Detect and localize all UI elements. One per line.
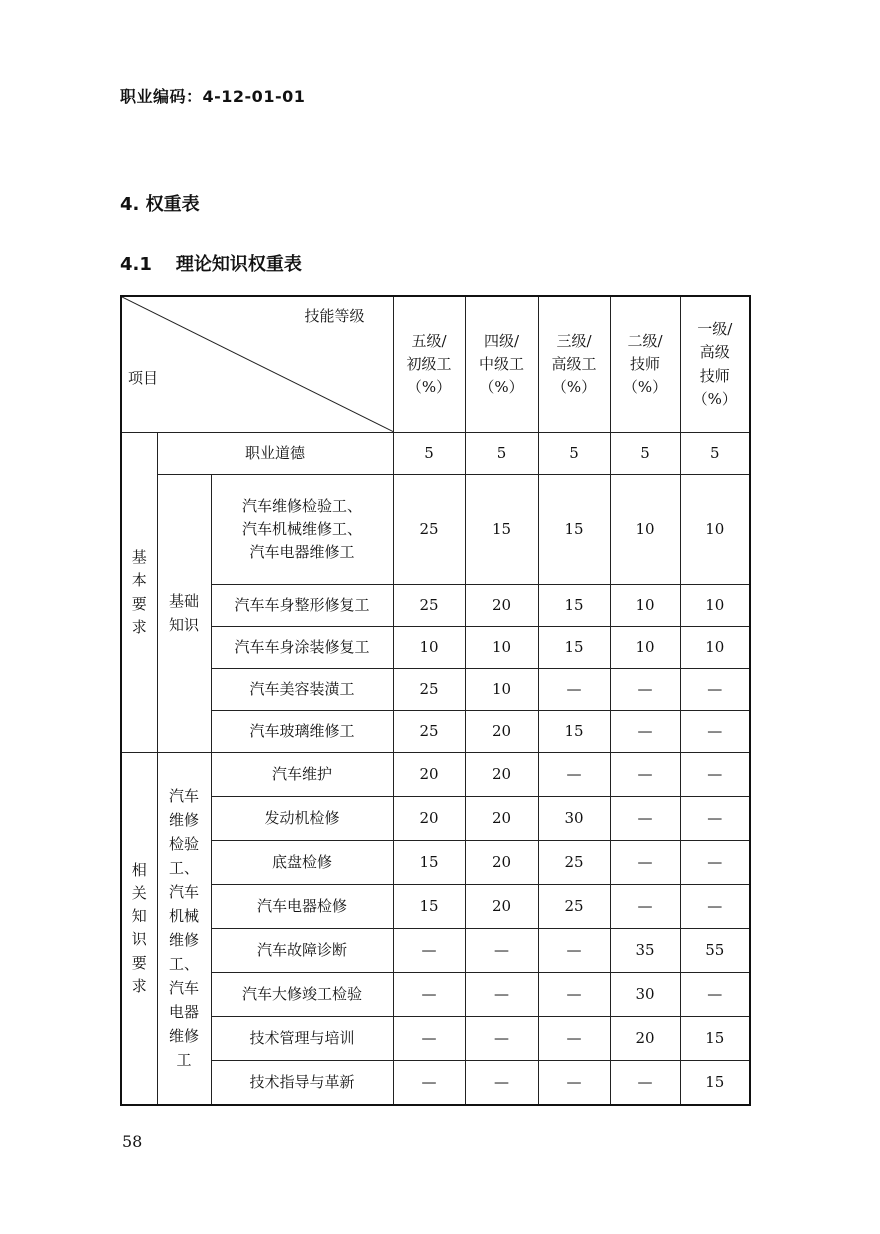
table-cell: 5 — [680, 433, 750, 475]
table-cell: 25 — [393, 475, 465, 585]
table-cell: 20 — [465, 753, 538, 797]
table-cell: 20 — [465, 711, 538, 753]
level-header-5: 五级/ 初级工 （%） — [393, 296, 465, 433]
table-cell: 15 — [538, 475, 610, 585]
level-header-3: 三级/ 高级工 （%） — [538, 296, 610, 433]
page-number: 58 — [122, 1132, 143, 1151]
table-row — [121, 753, 750, 797]
table-cell: 20 — [610, 1017, 680, 1061]
row-label: 职业道德 — [157, 433, 393, 475]
level-header-2: 二级/ 技师 （%） — [610, 296, 680, 433]
level-header-1: 一级/ 高级 技师 （%） — [680, 296, 750, 433]
header-row — [121, 296, 750, 433]
foundation-knowledge-cell: 基础知识 — [157, 475, 211, 753]
table-cell: 35 — [610, 929, 680, 973]
row-label: 汽车维护 — [211, 753, 393, 797]
table-cell: 10 — [680, 475, 750, 585]
table-cell: 55 — [680, 929, 750, 973]
table-cell: 20 — [465, 585, 538, 627]
table-cell: — — [680, 797, 750, 841]
table-row — [121, 973, 750, 1017]
table-cell: 10 — [610, 627, 680, 669]
table-cell: — — [680, 753, 750, 797]
table-cell: 10 — [680, 627, 750, 669]
table-cell: — — [610, 669, 680, 711]
row-label: 汽车维修检验工、 汽车机械维修工、 汽车电器维修工 — [211, 475, 393, 585]
table-cell: — — [680, 973, 750, 1017]
table-cell: — — [610, 797, 680, 841]
table-cell: — — [538, 1061, 610, 1105]
table-cell: — — [680, 885, 750, 929]
table-cell: 25 — [393, 669, 465, 711]
table-cell: 5 — [538, 433, 610, 475]
occupation-code: 职业编码：4-12-01-01 — [120, 87, 306, 106]
row-label: 发动机检修 — [211, 797, 393, 841]
row-label: 汽车玻璃维修工 — [211, 711, 393, 753]
table-cell: 5 — [610, 433, 680, 475]
table-cell: 20 — [393, 753, 465, 797]
table-cell: 15 — [393, 841, 465, 885]
table-cell: 30 — [538, 797, 610, 841]
weight-table — [120, 295, 751, 1106]
table-cell: 15 — [393, 885, 465, 929]
table-cell: 25 — [538, 885, 610, 929]
table-cell: 15 — [465, 475, 538, 585]
row-label: 汽车大修竣工检验 — [211, 973, 393, 1017]
table-cell: — — [610, 1061, 680, 1105]
table-cell: 25 — [393, 585, 465, 627]
table-cell: — — [538, 973, 610, 1017]
table-cell: 5 — [393, 433, 465, 475]
table-cell: 25 — [538, 841, 610, 885]
table-row — [121, 841, 750, 885]
table-cell: 10 — [610, 475, 680, 585]
table-row — [121, 627, 750, 669]
table-cell: — — [393, 973, 465, 1017]
table-cell: 5 — [465, 433, 538, 475]
corner-header-cell — [121, 296, 393, 433]
row-label: 汽车车身整形修复工 — [211, 585, 393, 627]
table-cell: 15 — [680, 1061, 750, 1105]
table-cell: — — [610, 885, 680, 929]
table-row — [121, 433, 750, 475]
table-cell: — — [465, 973, 538, 1017]
table-cell: 10 — [610, 585, 680, 627]
subsection-number: 4.1 — [120, 254, 152, 275]
row-label: 汽车美容装潢工 — [211, 669, 393, 711]
table-row — [121, 1061, 750, 1105]
table-row — [121, 1017, 750, 1061]
row-label: 技术指导与革新 — [211, 1061, 393, 1105]
table-cell: — — [680, 669, 750, 711]
table-cell: 10 — [393, 627, 465, 669]
level-header-4: 四级/ 中级工 （%） — [465, 296, 538, 433]
table-row — [121, 885, 750, 929]
table-cell: 10 — [465, 627, 538, 669]
basic-requirements-cell: 基本要求 — [121, 433, 157, 753]
related-knowledge-cell: 相关知识要求 — [121, 753, 157, 1105]
table-cell: — — [393, 1061, 465, 1105]
table-cell: 15 — [680, 1017, 750, 1061]
section-title: 4. 权重表 — [120, 194, 200, 215]
row-label: 底盘检修 — [211, 841, 393, 885]
row-label: 技术管理与培训 — [211, 1017, 393, 1061]
table-cell: — — [610, 753, 680, 797]
related-subgroup-cell: 汽车维修检验工、汽车机械维修工、汽车电器维修工 — [157, 753, 211, 1105]
row-label: 汽车车身涂装修复工 — [211, 627, 393, 669]
table-row — [121, 585, 750, 627]
table-row — [121, 475, 750, 585]
corner-skill-level-label: 技能等级 — [304, 307, 365, 325]
table-row — [121, 669, 750, 711]
table-cell: 20 — [393, 797, 465, 841]
row-label: 汽车电器检修 — [211, 885, 393, 929]
table-cell: — — [393, 929, 465, 973]
table-cell: — — [393, 1017, 465, 1061]
table-cell: — — [680, 711, 750, 753]
subsection-title — [120, 250, 302, 276]
table-cell: 20 — [465, 841, 538, 885]
table-cell: 20 — [465, 885, 538, 929]
row-label: 汽车故障诊断 — [211, 929, 393, 973]
table-cell: 10 — [680, 585, 750, 627]
table-row — [121, 929, 750, 973]
table-cell: 30 — [610, 973, 680, 1017]
table-cell: 15 — [538, 627, 610, 669]
table-row — [121, 797, 750, 841]
table-row — [121, 711, 750, 753]
table-cell: — — [610, 841, 680, 885]
table-cell: — — [465, 1061, 538, 1105]
subsection-text: 理论知识权重表 — [175, 254, 302, 275]
table-cell: 10 — [465, 669, 538, 711]
table-cell: — — [680, 841, 750, 885]
table-cell: — — [538, 1017, 610, 1061]
table-cell: — — [538, 753, 610, 797]
table-cell: 15 — [538, 711, 610, 753]
table-cell: 15 — [538, 585, 610, 627]
table-cell: — — [538, 929, 610, 973]
table-cell: — — [465, 929, 538, 973]
table-cell: — — [610, 711, 680, 753]
table-cell: — — [538, 669, 610, 711]
table-cell: — — [465, 1017, 538, 1061]
table-cell: 20 — [465, 797, 538, 841]
table-cell: 25 — [393, 711, 465, 753]
corner-item-label: 项目 — [128, 369, 159, 387]
